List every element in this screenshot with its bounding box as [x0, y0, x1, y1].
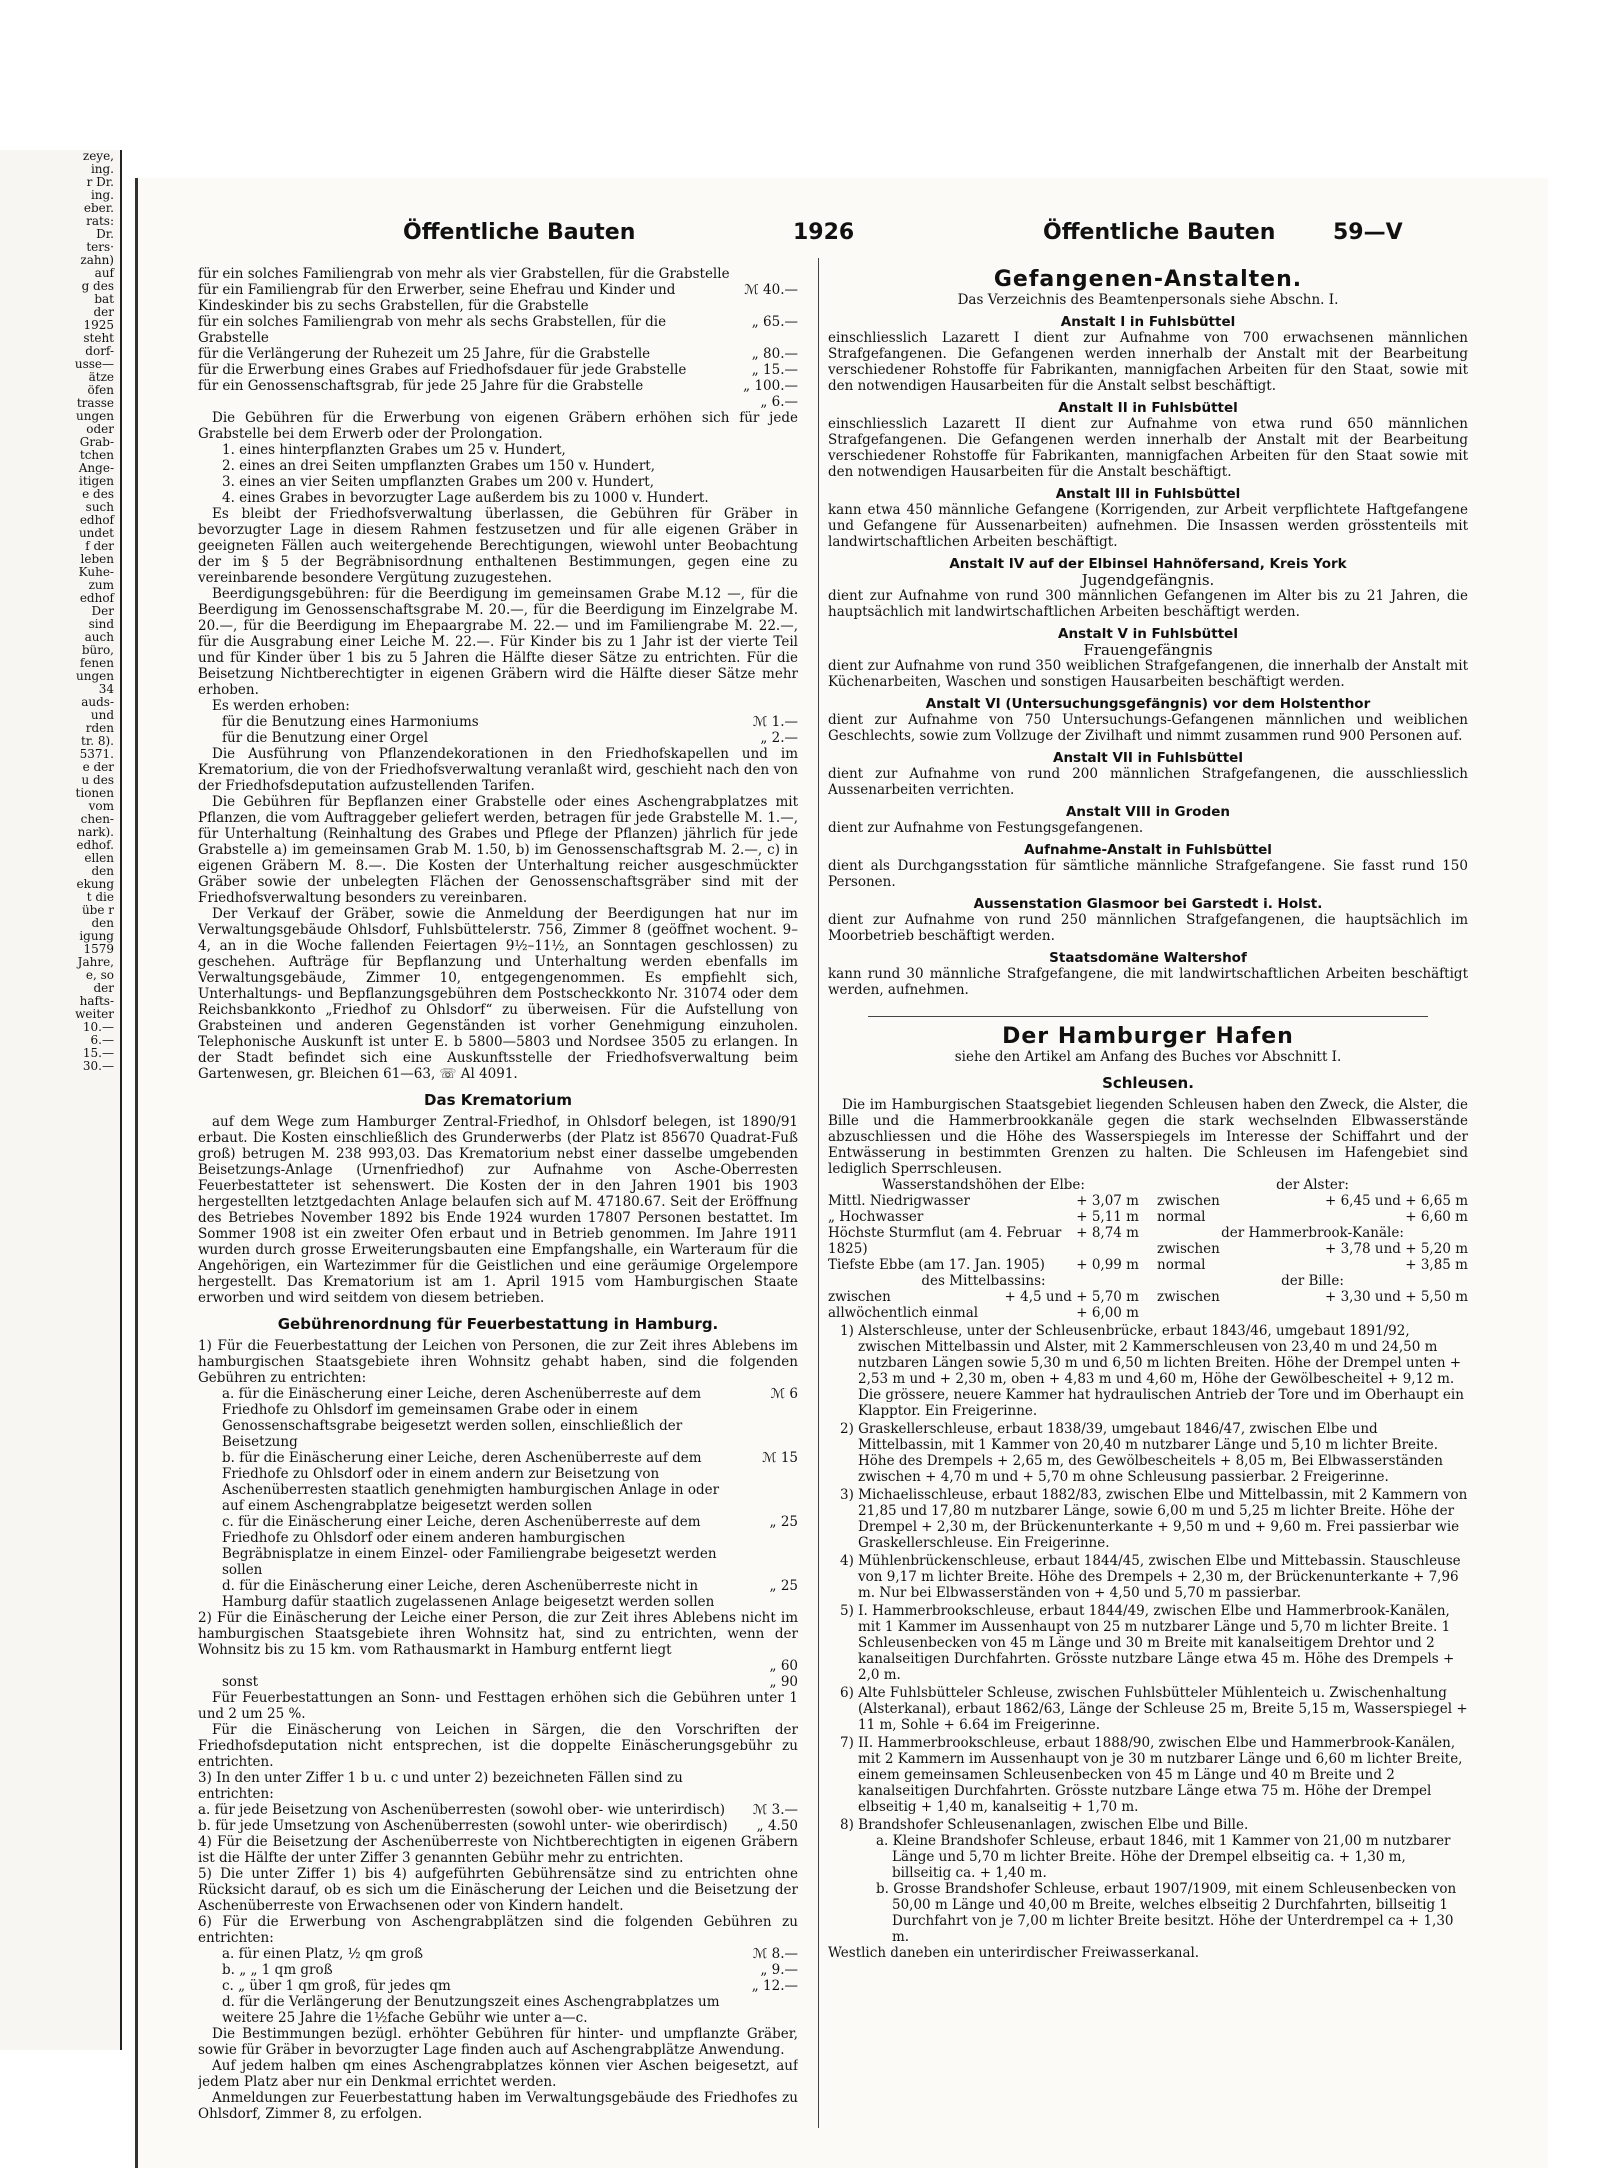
- margin-fragment: sind: [88, 617, 114, 631]
- margin-fragment: auch: [84, 630, 114, 644]
- paragraph-end-1: Die Bestimmungen bezügl. erhöhter Gebühren für hinter- und umpflanzte Gräber, sowie für Gräber in bevorzugter Lage finden auch auf Aschengrabplätze Anwendung.: [198, 2026, 798, 2058]
- margin-fragment: 10.—: [82, 1020, 114, 1034]
- margin-fragment: t die: [86, 890, 114, 904]
- fee-row-label: für die Erwerbung eines Grabes auf Friedhofsdauer für jede Grabstelle: [198, 362, 687, 378]
- margin-fragment: 1579: [83, 942, 114, 956]
- fee-row-label: sonst: [222, 1674, 259, 1690]
- fee-row-label: für ein solches Familiengrab von mehr als sechs Grabstellen, für die Grabstelle: [198, 314, 667, 346]
- fee-row-amount: [738, 1994, 798, 2026]
- margin-fragment: itigen: [78, 474, 114, 488]
- fee-row-amount: [738, 1770, 798, 1802]
- fee-row-label: c. für die Einäscherung einer Leiche, deren Aschenüberreste auf dem Friedhofe zu Ohlsdorf oder einem anderen hamburgischen Begräbnisplatze in einem Einzel- oder Familiengrabe beigesetzt werden sollen: [222, 1514, 717, 1578]
- paragraph-pflanzendekoration: Die Ausführung von Pflanzendekorationen in den Friedhofskapellen und im Krematorium, die von der Friedhofsverwaltung veranlaßt wird, geschieht nach den von der Friedhofsdeputation aufzustellenden Tarifen.: [198, 746, 798, 794]
- anstalt-text: dient zur Aufnahme von 750 Untersuchungs-Gefangenen männlichen und weiblichen Geschlechts, sowie zum Vollzuge der Zivilhaft und nimmt zusammen rund 900 Personen auf.: [828, 712, 1468, 744]
- anstalt-title: Anstalt III in Fuhlsbüttel: [1055, 486, 1241, 502]
- anstalt-text: dient zur Aufnahme von Festungsgefangenen.: [828, 820, 1144, 836]
- water-level-value: + 0,99 m: [1076, 1257, 1139, 1273]
- running-title-right: Öffentliche Bauten: [1043, 220, 1276, 245]
- water-title-hammerbrook: der Hammerbrook-Kanäle:: [1221, 1225, 1404, 1241]
- margin-fragment: undet: [78, 526, 114, 540]
- fee-row-label: d. für die Verlängerung der Benutzungszeit eines Aschengrabplatzes um weitere 25 Jahre die 1½fache Gebühr wie unter a—c.: [222, 1994, 720, 2026]
- margin-fragment: hafts-: [79, 994, 114, 1008]
- water-level-label: zwischen: [1157, 1241, 1220, 1257]
- fee-row-amount: „ 80.—: [751, 346, 798, 362]
- margin-fragment: ing.: [90, 162, 114, 176]
- fee-row: [222, 1450, 798, 1514]
- fee-row-label: d. für die Einäscherung einer Leiche, deren Aschenüberreste nicht in Hamburg dafür staatlich zugelassenen Anlage beigesetzt werden sollen: [222, 1578, 715, 1610]
- water-level-row: [828, 1193, 1139, 1209]
- section-title-schleusen: Schleusen.: [1102, 1074, 1194, 1092]
- water-level-row: [828, 1305, 1139, 1321]
- fee-row-amount: „ 15.—: [751, 362, 798, 378]
- grave-fee-list: [198, 266, 798, 410]
- water-rows-elbe: [828, 1193, 1139, 1273]
- paragraph-end-2: Auf jedem halben qm eines Aschengrabplatzes können vier Aschen beigesetzt, auf jedem Platz aber nur ein Denkmal errichtet werden.: [198, 2058, 798, 2090]
- water-level-label: zwischen: [828, 1289, 891, 1305]
- water-level-label: zwischen: [1157, 1193, 1220, 1209]
- water-level-label: „ Hochwasser: [828, 1209, 924, 1225]
- running-title-left: Öffentliche Bauten: [403, 220, 636, 245]
- left-column: [198, 266, 798, 2146]
- own-graves-list: [198, 442, 798, 506]
- margin-fragment: igung: [79, 929, 114, 943]
- fee-row-amount: „ 90: [769, 1674, 798, 1690]
- paragraph-beerdigungsgebuehren: Beerdigungsgebühren: für die Beerdigung im gemeinsamen Grabe M.12 —, für die Beerdigung im Genossenschaftsgrabe M. 20.—, für die Beerdigung im Einzelgrabe M. 20.—, für die Beerdigung im Ehepaargrabe M. 22.— und im Familiengrabe M. 22.—, für die Ausgrabung einer Leiche M. 22.—. Für Kinder bis zu 1 Jahr ist der vierte Teil und für Kinder über 1 bis zu 5 Jahren die Hälfte dieser Sätze zu entrichten. Für die Beisetzung Nichtberechtigter in eigenen Gräbern wird die Hälfte dieser Sätze mehr erhoben.: [198, 586, 798, 698]
- schleuse-item: 4) Mühlenbrückenschleuse, erbaut 1844/45, zwischen Elbe und Mittebassin. Stauschleuse von 9,17 m lichter Breite. Höhe des Drempels + 2,30 m, der Brückenunterkante + 7,96 m. Nur bei Elbwasserständen von + 4,50 und 5,70 m passierbar.: [840, 1553, 1461, 1601]
- margin-fragment: auf: [94, 266, 114, 280]
- own-grave-item: 4. eines Grabes in bevorzugter Lage außerdem bis zu 1000 v. Hundert.: [222, 490, 709, 506]
- water-level-label: Tiefste Ebbe (am 17. Jan. 1905): [828, 1257, 1045, 1273]
- water-rows-mittelbassin: [828, 1289, 1139, 1321]
- margin-fragment: r Dr.: [86, 175, 114, 189]
- margin-fragment: zeye,: [82, 150, 114, 163]
- anstalt-title: Anstalt V in Fuhlsbüttel: [1058, 626, 1238, 642]
- margin-fragment: chen-: [80, 812, 114, 826]
- water-level-row: [828, 1209, 1139, 1225]
- document-page: [135, 178, 1548, 2168]
- also-charged-label: Es werden erhoben:: [212, 698, 350, 714]
- paragraph-bevorzugte-lage: Es bleibt der Friedhofsverwaltung überlassen, die Gebühren für Gräber in bevorzugter Lage in diesem Rahmen festzusetzen und für alle eigenen Gräber in geeigneten Fällen auch weitergehende Berechtigungen, wiewohl unter Beobachtung der im § 5 der Begräbnisordnung enthaltenen Bestimmungen, gegen eine zu vereinbarende besondere Vergütung zuzugestehen.: [198, 506, 798, 586]
- water-level-label: normal: [1157, 1209, 1206, 1225]
- margin-fragment: f der: [85, 539, 114, 553]
- anstalt-title: Anstalt VI (Untersuchungsgefängnis) vor dem Holstenthor: [925, 696, 1371, 712]
- water-level-value: + 3,85 m: [1405, 1257, 1468, 1273]
- water-levels-table: [828, 1177, 1468, 1321]
- margin-fragment: ellen: [84, 851, 114, 865]
- fee-row-label: für die Verlängerung der Ruhezeit um 25 Jahre, für die Grabstelle: [198, 346, 651, 362]
- anstalt-title: Staatsdomäne Waltershof: [1049, 950, 1247, 966]
- fee-rule-4: 4) Für die Beisetzung der Aschenüberreste von Nichtberechtigten in eigenen Gräbern ist die Hälfte der unter Ziffer 3 genannten Gebühr mehr zu entrichten.: [198, 1834, 798, 1866]
- section-title-gebuehrenordnung: Gebührenordnung für Feuerbestattung in Hamburg.: [277, 1315, 719, 1333]
- anstalt-subtitle: Frauengefängnis: [1083, 641, 1213, 659]
- water-level-value: + 3,30 und + 5,50 m: [1324, 1289, 1468, 1305]
- water-level-value: + 6,00 m: [1076, 1305, 1139, 1321]
- brandshof-list: [828, 1833, 1468, 1945]
- anstalt-text: dient zur Aufnahme von rund 250 männlichen Strafgefangenen, die hauptsächlich im Moorbetrieb beschäftigt werden.: [828, 912, 1468, 944]
- schleuse-item: 5) I. Hammerbrookschleuse, erbaut 1844/49, zwischen Elbe und Hammerbrook-Kanälen, mit 1 Kammer im Aussenhaupt von 25 m nutzbarer Länge und 5,70 m lichter Breite. 1 Schleusenbecken von 45 m Länge und 30 m Breite mit kanalseitigem Drehtor und 2 kanalseitigen Durchfahrten. Grösste nutzbare Länge etwa 45 m. Höhe des Drempels + 2,0 m.: [840, 1603, 1455, 1683]
- anstalt-text: kann rund 30 männliche Strafgefangene, die mit landwirtschaftlichen Arbeiten beschäftigt werden, aufnehmen.: [828, 966, 1468, 998]
- own-graves-intro: Die Gebühren für die Erwerbung von eigenen Gräbern erhöhen sich für jede Grabstelle bei dem Erwerb oder der Prolongation.: [198, 410, 798, 442]
- paragraph-bepflanzung: Die Gebühren für Bepflanzen einer Grabstelle oder eines Aschengrabplatzes mit Pflanzen, die vom Auftraggeber geliefert werden, betragen für jede Grabstelle M. 1.—, für Unterhaltung (Reinhaltung des Grabes und Pflege der Pflanzen) jährlich für jede Grabstelle a) im gemeinsamen Grab M. 1.50, b) im Genossenschaftsgrab M. 2.—, c) in eigenen Gräbern M. 8.—. Die Kosten der Unterhaltung reicher ausgeschmückter Gräber sowie der unbelegten Flächen der Genossenschaftsgräber sind mit der Friedhofsverwaltung besonders zu vereinbaren.: [198, 794, 798, 906]
- fee-row: [222, 730, 798, 746]
- fee-row: [198, 346, 798, 362]
- margin-fragment: dorf-: [85, 344, 114, 358]
- fee-row-amount: „ 6.—: [760, 394, 798, 410]
- margin-fragment: ätze: [88, 370, 114, 384]
- margin-fragment: 1925: [83, 318, 114, 332]
- margin-fragment: Dr.: [96, 227, 114, 241]
- margin-fragment: weiter: [75, 1007, 114, 1021]
- anstalt-title: Aussenstation Glasmoor bei Garstedt i. Holst.: [973, 896, 1323, 912]
- fee-row-label: für die Benutzung eines Harmoniums: [222, 714, 479, 730]
- margin-fragment: 15.—: [82, 1046, 114, 1060]
- margin-fragment: rden: [85, 721, 114, 735]
- brandshof-item: a. Kleine Brandshofer Schleuse, erbaut 1846, mit 1 Kammer von 21,00 m nutzbarer Länge und 5,70 m lichter Breite. Höhe der Drempel elbseitig ca. + 1,30 m, billseitig ca. + 1,40 m.: [876, 1833, 1451, 1881]
- own-grave-item: 1. eines hinterpflanzten Grabes um 25 v. Hundert,: [222, 442, 566, 458]
- margin-fragment: ters·: [86, 240, 114, 254]
- margin-fragment: auds-: [81, 695, 114, 709]
- fee-row-amount: [738, 266, 798, 282]
- margin-fragment: ing.: [90, 188, 114, 202]
- schleuse-item: 1) Alsterschleuse, unter der Schleusenbrücke, erbaut 1843/46, umgebaut 1891/92, zwischen Mittelbassin und Alster, mit 2 Kammerschleusen von 23,40 m und 24,50 m nutzbaren Längen sowie 5,30 m und 6,50 m lichten Breiten. Höhe der Drempel unten + 2,53 m und + 2,30 m, oben + 4,83 m und 4,60 m, Höhe der Gewölbescheitel + 9,12 m. Die grössere, neuere Kammer hat hydraulischen Antrieb der Tore und im Oberhaupt ein Klapptor. Ein Freigerinne.: [840, 1323, 1464, 1419]
- brandshof-item: b. Grosse Brandshofer Schleuse, erbaut 1907/1909, mit einem Schleusenbecken von 50,00 m Länge und 40,00 m Breite, welches elbseitig 2 Durchfahrten, billseitig 1 Durchfahrt von je 7,00 m lichter Breite besitzt. Höhe der Unterdrempel ca + 1,30 m.: [876, 1881, 1457, 1945]
- fee-row-label: für die Benutzung einer Orgel: [222, 730, 429, 746]
- water-level-value: + 4,5 und + 5,70 m: [1004, 1289, 1139, 1305]
- margin-fragment: tchen: [79, 448, 114, 462]
- fee-row: [222, 1978, 798, 1994]
- year-label: 1926: [793, 220, 855, 245]
- fee-row-label: b. für jede Umsetzung von Aschenüberresten (sowohl unter- wie oberirdisch): [198, 1818, 728, 1834]
- fee-row-amount: ℳ 1.—: [752, 714, 798, 730]
- anstalt-text: dient zur Aufnahme von rund 350 weiblichen Strafgefangenen, die innerhalb der Anstalt mit Küchenarbeiten, Waschen und sonstigen Hausarbeiten beschäftigt werden.: [828, 658, 1468, 690]
- schleusen-list: [828, 1323, 1468, 1833]
- section-divider: [868, 1016, 1428, 1017]
- instrument-fee-list: [198, 714, 798, 746]
- margin-fragment: such: [85, 500, 114, 514]
- margin-fragment: den: [91, 916, 114, 930]
- margin-fragment: Der: [91, 604, 114, 618]
- water-title-bille: der Bille:: [1281, 1273, 1344, 1289]
- schleuse-item: 2) Graskellerschleuse, erbaut 1838/39, umgebaut 1846/47, zwischen Elbe und Mittelbassin, mit 1 Kammer von 20,40 m nutzbarer Länge und 5,10 m lichter Breite. Höhe des Drempels + 2,65 m, des Gewölbescheitels + 8,05 m, Bei Elbwasserständen zwischen + 4,70 m und + 5,70 m ohne Schleusung passierbar. 2 Freigerinne.: [840, 1421, 1443, 1485]
- fee-row: [222, 1386, 798, 1450]
- last-line: Westlich daneben ein unterirdischer Freiwasserkanal.: [828, 1945, 1200, 1961]
- anstalt-title: Anstalt II in Fuhlsbüttel: [1058, 400, 1238, 416]
- margin-fragment: Jahre,: [77, 955, 114, 969]
- fee-rule-1-items: [198, 1386, 798, 1610]
- fee-row-label: a. für einen Platz, ½ qm groß: [222, 1946, 423, 1962]
- fee-rule-2: 2) Für die Einäscherung der Leiche einer Person, die zur Zeit ihres Ablebens nicht im hamburgischen Staatsgebiete ihren Wohnsitz hat, sind zu entrichten, wenn der Wohnsitz bis zu 15 km. vom Rathausmarkt in Hamburg entfernt liegt: [198, 1610, 798, 1658]
- water-level-label: normal: [1157, 1257, 1206, 1273]
- fee-row-amount: „ 2.—: [760, 730, 798, 746]
- fee-row: [222, 1514, 798, 1578]
- water-level-value: + 6,45 und + 6,65 m: [1324, 1193, 1468, 1209]
- margin-fragment: Grab-: [79, 435, 114, 449]
- anstalt-text: dient zur Aufnahme von rund 300 männlichen Gefangenen im Alter bis zu 21 Jahren, die hauptsächlich mit landwirtschaftlichen Arbeiten beschäftigt werden.: [828, 588, 1468, 620]
- column-divider: [818, 258, 819, 2128]
- water-level-value: + 3,78 und + 5,20 m: [1324, 1241, 1468, 1257]
- anstalt-title: Anstalt I in Fuhlsbüttel: [1060, 314, 1236, 330]
- fee-row-label: [222, 1658, 738, 1674]
- fee-rule-3-items: [198, 1770, 798, 1834]
- water-level-value: + 5,11 m: [1076, 1209, 1139, 1225]
- fee-row-amount: „ 60: [769, 1658, 798, 1674]
- margin-fragment: leben: [80, 552, 114, 566]
- fee-row-amount: ℳ 6: [770, 1386, 798, 1402]
- anstalt-subtitle: Jugendgefängnis.: [1081, 571, 1215, 589]
- fee-row: [198, 378, 798, 394]
- fee-row: [222, 714, 798, 730]
- fee-row: [198, 362, 798, 378]
- margin-fragment: zum: [88, 578, 114, 592]
- fee-row-label: b. „ „ 1 qm groß: [222, 1962, 333, 1978]
- water-title-alster: der Alster:: [1276, 1177, 1349, 1193]
- anstalt-text: einschliesslich Lazarett II dient zur Aufnahme von etwa rund 650 männlichen Strafgefangenen. Die Gefangenen werden innerhalb der Anstalt mit der Bearbeitung verschiedener Rohstoffe für Fabrikanten, mannigfachen Arbeiten für den Staat sowie mit den notwendigen Hausarbeiten für die Anstalt beschäftigt.: [828, 416, 1468, 480]
- margin-fragment: e des: [82, 487, 114, 501]
- water-levels-left: [828, 1177, 1139, 1321]
- fee-row-amount: ℳ 8.—: [752, 1946, 798, 1962]
- water-rows-alster: [1157, 1193, 1468, 1225]
- paragraph-verkauf: Der Verkauf der Gräber, sowie die Anmeldung der Beerdigungen hat nur im Verwaltungsgebäude Ohlsdorf, Fuhlsbüttelerstr. 756, Zimmer 8 (geöffnet wochent. 9–4, an in die Woche fallenden Feiertagen 9½–11½, an Sonntagen geschlossen) zu geschehen. Aufträge für Bepflanzung und Unterhaltung werden ebenfalls im Verwaltungsgebäude, Zimmer 10, entgegengenommen. Es empfiehlt sich, Unterhaltungs- und Bepflanzungsgebühren dem Postscheckkonto Nr. 31074 oder dem Reichsbankkonto „Friedhof zu Ohlsdorf“ zu überweisen. Für die Aufstellung von Grabsteinen und anderen Gegenständen ist vorher Genehmigung einzuholen. Telephonische Auskunft ist unter E. b 5800—5803 und Nordsee 3505 zu erlangen. In der Stadt befindet sich eine Auskunftsstelle der Friedhofsverwaltung beim Gartenwesen, gr. Bleichen 61—63, ☏ Al 4091.: [198, 906, 798, 1082]
- fee-row-amount: „ 100.—: [743, 378, 798, 394]
- water-level-value: + 6,60 m: [1405, 1209, 1468, 1225]
- paragraph-krematorium: auf dem Wege zum Hamburger Zentral-Friedhof, in Ohlsdorf belegen, ist 1890/91 erbaut. Die Kosten einschließlich des Grunderwerbs (der Platz ist 85670 Quadrat-Fuß groß) betrugen M. 238 993,03. Das Krematorium nebst einer dasselbe umgebenden Beisetzungs-Anlage (Urnenfriedhof) zur Aufnahme von Asche-Oberresten Feuerbestatteter ist sehenswert. Die Kosten der in den Jahren 1901 bis 1903 hergestellten letztgedachten Anlage belaufen sich auf M. 47180.67. Seit der Eröffnung des Betriebes November 1892 bis Ende 1924 wurden 17807 Personen bestattet. Im Sommer 1908 ist ein zweiter Ofen erbaut und in Betrieb genommen. Im Jahre 1911 wurden durch grosse Erweiterungsbauten eine Empfangshalle, ein Warteraum für die Angehörigen, ein Wartezimmer für die Geistlichen und eine geräumige Orgelempore hergestellt. Das Krematorium ist am 1. April 1915 vom Hamburgischen Staate erworben und wird seitdem von diesem betrieben.: [198, 1114, 798, 1306]
- fee-row-amount: „ 25: [769, 1578, 798, 1594]
- fee-note-sundays: Für Feuerbestattungen an Sonn- und Festtagen erhöhen sich die Gebühren unter 1 und 2 um 25 %.: [198, 1690, 798, 1722]
- margin-fragment: fenen: [79, 656, 114, 670]
- margin-fragment: tionen: [75, 786, 114, 800]
- margin-fragment: ungen: [76, 669, 114, 683]
- fee-row-amount: „ 12.—: [751, 1978, 798, 1994]
- fee-row: [222, 1578, 798, 1610]
- own-grave-item: 3. eines an vier Seiten umpflanzten Grabes um 200 v. Hundert,: [222, 474, 654, 490]
- fee-row: [222, 1658, 798, 1674]
- margin-fragment: zahn): [80, 253, 114, 267]
- margin-fragment: edhof: [79, 591, 114, 605]
- right-column: [828, 266, 1468, 2146]
- water-rows-hammerbrook: [1157, 1241, 1468, 1273]
- anstalt-text: dient zur Aufnahme von rund 200 männlichen Strafgefangenen, die ausschliesslich Aussenarbeiten verrichten.: [828, 766, 1468, 798]
- water-level-row: [828, 1225, 1139, 1257]
- water-level-row: [1157, 1209, 1468, 1225]
- fee-row-label: 3) In den unter Ziffer 1 b u. c und unter 2) bezeichneten Fällen sind zu entrichten:: [198, 1770, 683, 1802]
- fee-row-label: b. für die Einäscherung einer Leiche, deren Aschenüberreste auf dem Friedhofe zu Ohlsdorf oder in einem andern zur Beisetzung von Aschenüberresten staatlich genehmigten hamburgischen Anlage in oder auf einem Aschengrabplatze beigesetzt werden sollen: [222, 1450, 720, 1514]
- fee-rule-2-amounts: [198, 1658, 798, 1690]
- anstalt-text: dient als Durchgangsstation für sämtliche männliche Strafgefangene. Sie fasst rund 150 Personen.: [828, 858, 1468, 890]
- fee-row: [222, 1674, 798, 1690]
- section-title-hafen: Der Hamburger Hafen: [1002, 1024, 1294, 1049]
- margin-fragment: edhof: [79, 513, 114, 527]
- margin-fragment: nark).: [77, 825, 114, 839]
- fee-row-amount: „ 9.—: [760, 1962, 798, 1978]
- margin-fragment: 30.—: [82, 1059, 114, 1073]
- margin-fragment: und: [90, 708, 114, 722]
- fee-row-amount: ℳ 3.—: [752, 1802, 798, 1818]
- margin-fragment: 34: [98, 682, 114, 696]
- margin-fragment: büro,: [81, 643, 114, 657]
- own-grave-item: 2. eines an drei Seiten umpflanzten Grabes um 150 v. Hundert,: [222, 458, 656, 474]
- margin-fragment: oder: [86, 422, 114, 436]
- margin-fragment: usse—: [74, 357, 114, 371]
- fee-row-label: a. für die Einäscherung einer Leiche, deren Aschenüberreste auf dem Friedhofe zu Ohlsdorf im gemeinsamen Grabe oder in einem Genossenschaftsgrabe beigesetzt werden sollen, einschließlich der Beisetzung: [222, 1386, 701, 1450]
- page-number: 59—V: [1333, 220, 1403, 245]
- margin-fragment: eber.: [83, 201, 114, 215]
- fee-row: [198, 1802, 798, 1818]
- fee-row: [222, 1962, 798, 1978]
- fee-row-label: für ein Genossenschaftsgrab, für jede 25 Jahre für die Grabstelle: [198, 378, 644, 394]
- anstalt-title: Anstalt IV auf der Elbinsel Hahnöfersand, Kreis York: [949, 556, 1347, 572]
- margin-fragment: ekung: [76, 877, 114, 891]
- margin-fragment: bat: [94, 292, 114, 306]
- fee-row-amount: „ 65.—: [751, 314, 798, 330]
- fee-row-label: [198, 394, 738, 410]
- margin-fragment: steht: [83, 331, 114, 345]
- margin-fragment: ungen: [76, 409, 114, 423]
- section-title-krematorium: Das Krematorium: [424, 1091, 572, 1109]
- water-level-label: Höchste Sturmflut (am 4. Februar 1825): [828, 1225, 1062, 1257]
- fee-row: [198, 282, 798, 314]
- margin-fragment: tr. 8).: [81, 734, 114, 748]
- margin-fragment: trasse: [76, 396, 114, 410]
- margin-fragment: 5371.: [79, 747, 114, 761]
- anstalt-title: Anstalt VIII in Groden: [1065, 804, 1231, 820]
- page-header: [138, 220, 1548, 260]
- adjacent-page-strip: [0, 150, 122, 2050]
- margin-fragment: e der: [82, 760, 114, 774]
- water-level-row: [1157, 1289, 1468, 1305]
- water-level-row: [1157, 1193, 1468, 1209]
- margin-fragment: der: [93, 305, 114, 319]
- schleuse-item: 8) Brandshofer Schleusenanlagen, zwischen Elbe und Bille.: [840, 1817, 1249, 1833]
- margin-fragment: Ange-: [78, 461, 114, 475]
- hafen-subtitle: siehe den Artikel am Anfang des Buches vor Abschnitt I.: [954, 1049, 1342, 1065]
- water-title-elbe: Wasserstandshöhen der Elbe:: [882, 1177, 1085, 1193]
- water-level-label: Mittl. Niedrigwasser: [828, 1193, 970, 1209]
- gefangenen-subtitle: Das Verzeichnis des Beamtenpersonals siehe Abschn. I.: [957, 292, 1339, 308]
- margin-fragment: übe r: [81, 903, 114, 917]
- fee-row-label: a. für jede Beisetzung von Aschenüberresten (sowohl ober- wie unterirdisch): [198, 1802, 726, 1818]
- fee-row-label: für ein Familiengrab für den Erwerber, seine Ehefrau und Kinder und Kindeskinder bis zu sechs Grabstellen, für die Grabstelle: [198, 282, 676, 314]
- fee-row: [198, 1770, 798, 1802]
- anstalt-text: einschliesslich Lazarett I dient zur Aufnahme von 700 erwachsenen männlichen Strafgefangenen. Die Gefangenen werden innerhalb der Anstalt mit der Bearbeitung verschiedener Rohstoffe für Fabrikanten, mannigfachen Arbeiten für den Staat, sowie mit den notwendigen Hausarbeiten für die Anstalt selbst beschäftigt.: [828, 330, 1468, 394]
- margin-fragment: u des: [81, 773, 114, 787]
- fee-rule-1: 1) Für die Feuerbestattung der Leichen von Personen, die zur Zeit ihres Ablebens im hamburgischen Staatsgebiete ihren Wohnsitz gehabt haben, sind die folgenden Gebühren zu entrichten:: [198, 1338, 798, 1386]
- margin-fragment: e, so: [85, 968, 114, 982]
- schleuse-item: 7) II. Hammerbrookschleuse, erbaut 1888/90, zwischen Elbe und Hammerbrook-Kanälen, mit 2 Kammern im Aussenhaupt von je 30 m nutzbarer Länge und 6,60 m lichter Breite, einem gemeinsamen Schleusenbecken von 45 m Länge und 40 m Breite und 2 kanalseitigen Durchfahrten. Grösste nutzbare Länge etwa 75 m. Höhe der Drempel elbseitig + 1,40 m, kanalseitig + 1,70 m.: [840, 1735, 1463, 1815]
- margin-fragment: edhof.: [76, 838, 114, 852]
- fee-row: [198, 266, 798, 282]
- schleusen-intro: Die im Hamburgischen Staatsgebiet liegenden Schleusen haben den Zweck, die Alster, die Bille und die Hammerbrookkanäle gegen die stark wechselnden Elbwasserstände abzuschliessen und die Höhe des Wasserspiegels im Interesse der Schiffahrt und der Entwässerung in bestimmten Grenzen zu halten. Die Schleusen im Hafengebiet sind lediglich Sperrschleusen.: [828, 1097, 1468, 1177]
- fee-row-amount: ℳ 15: [762, 1450, 798, 1466]
- anstalt-title: Anstalt VII in Fuhlsbüttel: [1053, 750, 1243, 766]
- water-levels-right: [1157, 1177, 1468, 1321]
- fee-row: [222, 1994, 798, 2026]
- paragraph-end-3: Anmeldungen zur Feuerbestattung haben im Verwaltungsgebäude des Friedhofes zu Ohlsdorf, Zimmer 8, zu erfolgen.: [198, 2090, 798, 2122]
- anstalten-list: [828, 314, 1468, 998]
- fee-row-label: c. „ über 1 qm groß, für jedes qm: [222, 1978, 451, 1994]
- water-level-value: + 8,74 m: [1076, 1225, 1139, 1241]
- margin-fragment: der: [93, 981, 114, 995]
- section-title-gefangenen: Gefangenen-Anstalten.: [993, 267, 1303, 292]
- fee-row: [222, 1946, 798, 1962]
- fee-row-label: für ein solches Familiengrab von mehr als vier Grabstellen, für die Grabstelle: [198, 266, 730, 282]
- fee-row-amount: „ 4.50: [756, 1818, 798, 1834]
- fee-row-amount: ℳ 40.—: [744, 282, 798, 298]
- water-level-label: allwöchentlich einmal: [828, 1305, 979, 1321]
- water-title-mittelbassin: des Mittelbassins:: [921, 1273, 1046, 1289]
- margin-fragment: vom: [88, 799, 114, 813]
- fee-row-amount: „ 25: [769, 1514, 798, 1530]
- water-level-value: + 3,07 m: [1076, 1193, 1139, 1209]
- margin-fragment: Kuhe-: [78, 565, 114, 579]
- fee-rule-6-items: [198, 1946, 798, 2026]
- fee-row: [198, 314, 798, 346]
- fee-rule-6: 6) Für die Erwerbung von Aschengrabplätzen sind die folgenden Gebühren zu entrichten:: [198, 1914, 798, 1946]
- fee-row: [198, 1818, 798, 1834]
- margin-fragment: rats:: [86, 214, 114, 228]
- schleuse-item: 3) Michaelisschleuse, erbaut 1882/83, zwischen Elbe und Mittelbassin, mit 2 Kammern von 21,85 und 17,80 m nutzbarer Länge, sowie 6,00 m und 5,25 m lichter Breite. Höhe der Drempel + 2,30 m, der Brückenunterkante + 9,50 m und + 9,60 m. Frei passierbar wie Graskellerschleuse. Ein Freigerinne.: [840, 1487, 1468, 1551]
- margin-fragment: öfen: [87, 383, 114, 397]
- anstalt-title: Aufnahme-Anstalt in Fuhlsbüttel: [1024, 842, 1272, 858]
- fee-rule-5: 5) Die unter Ziffer 1) bis 4) aufgeführten Gebührensätze sind zu entrichten ohne Rücksicht darauf, ob es sich um die Einäscherung der Leichen und die Beisetzung der Aschenüberreste von Erwachsenen oder von Kindern handelt.: [198, 1866, 798, 1914]
- water-rows-bille: [1157, 1289, 1468, 1305]
- water-level-row: [828, 1257, 1139, 1273]
- margin-fragment: g des: [81, 279, 114, 293]
- water-level-row: [828, 1289, 1139, 1305]
- margin-fragment: den: [91, 864, 114, 878]
- water-level-label: zwischen: [1157, 1289, 1220, 1305]
- fee-note-coffins: Für die Einäscherung von Leichen in Särgen, die den Vorschriften der Friedhofsdeputation nicht entsprechen, ist die doppelte Einäscherungsgebühr zu entrichten.: [198, 1722, 798, 1770]
- anstalt-text: kann etwa 450 männliche Gefangene (Korrigenden, zur Arbeit verpflichtete Haftgefangene und Gefangene für Aussenarbeiten) aufnehmen. Die Insassen werden grösstenteils mit landwirtschaftlichen Arbeiten beschäftigt.: [828, 502, 1468, 550]
- schleuse-item: 6) Alte Fuhlsbütteler Schleuse, zwischen Fuhlsbütteler Mühlenteich u. Zwischenhaltung (Alsterkanal), erbaut 1862/63, Länge der Schleuse 25 m, Breite 5,15 m, Wasserspiegel + 11 m, Sohle + 6.64 im Freigerinne.: [840, 1685, 1468, 1733]
- margin-fragment: 6.—: [90, 1033, 114, 1047]
- water-level-row: [1157, 1241, 1468, 1257]
- fee-row: [198, 394, 798, 410]
- water-level-row: [1157, 1257, 1468, 1273]
